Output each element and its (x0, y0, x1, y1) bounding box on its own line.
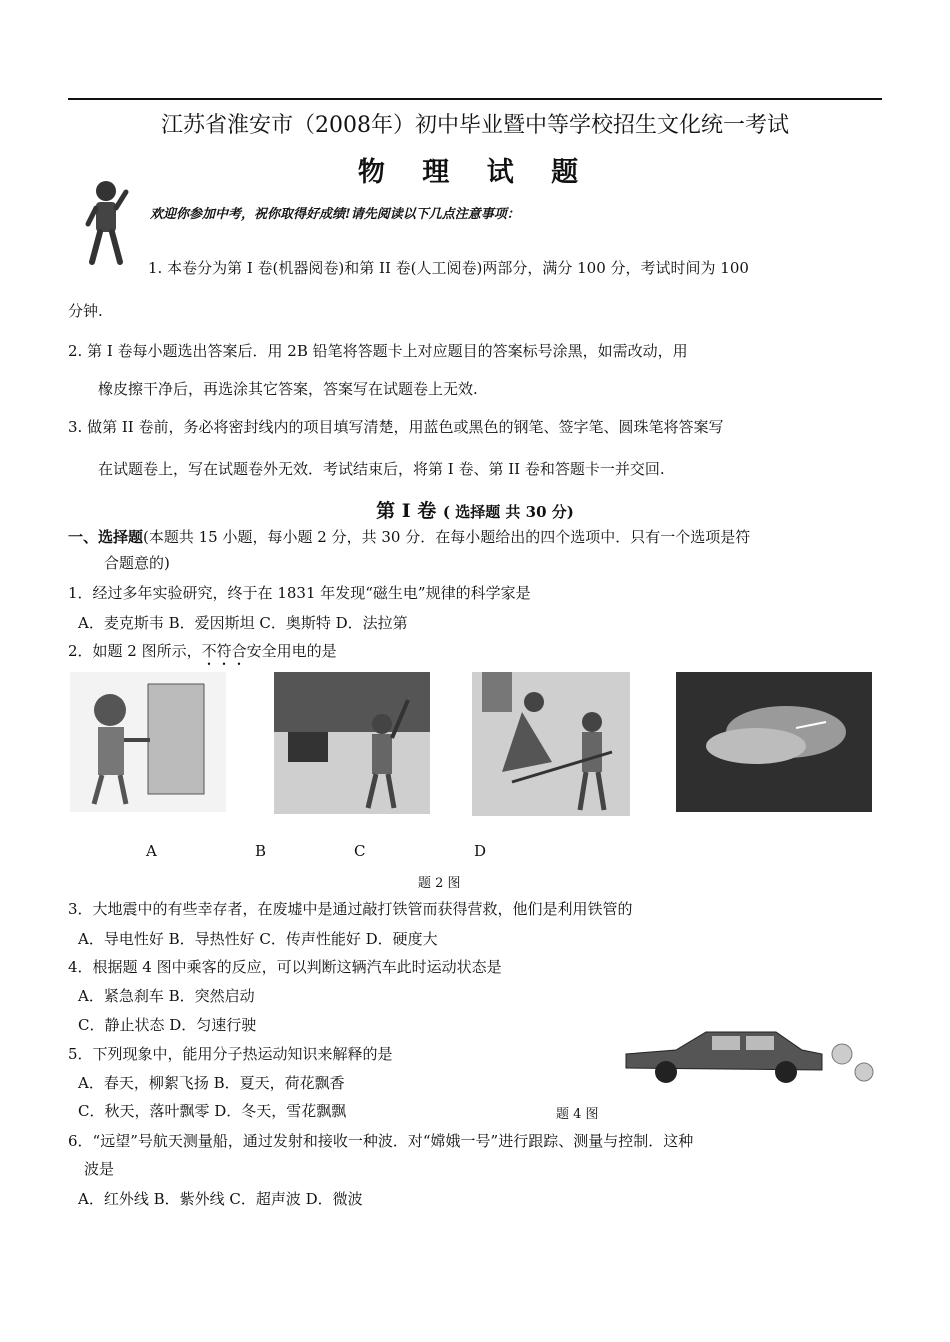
q3-options: A．导电性好 B．导热性好 C．传声性能好 D．硬度大 (78, 930, 438, 948)
welcome-text: 欢迎你参加中考，祝你取得好成绩!请先阅读以下几点注意事项： (150, 207, 520, 222)
note-1-line2: 分钟. (68, 302, 103, 320)
header-rule (68, 98, 882, 100)
q5-options-1: A．春天，柳絮飞扬 B．夏天，荷花飘香 (78, 1074, 345, 1092)
q4-stem: 4．根据题 4 图中乘客的反应，可以判断这辆汽车此时运动状态是 (68, 958, 502, 976)
q4-options-2: C．静止状态 D．匀速行驶 (78, 1016, 257, 1034)
q2-label-c: C (354, 842, 366, 860)
q4-car-picture (616, 1026, 886, 1088)
q4-options-1: A．紧急刹车 B．突然启动 (78, 987, 255, 1005)
q2-stem-post: 安全用电的是 (246, 642, 337, 660)
q1-stem: 1．经过多年实验研究，终于在 1831 年发现“磁生电”规律的科学家是 (68, 584, 531, 602)
q2-label-d: D (474, 842, 487, 860)
note-1-line1: 1. 本卷分为第 I 卷(机器阅卷)和第 II 卷(人工阅卷)两部分，满分 100 分，考试时间为 100 (148, 259, 749, 277)
q2-label-a: A (146, 842, 157, 860)
q2-stem-pre: 2．如题 2 图所示， (68, 642, 202, 660)
note-3-line2: 在试题卷上，写在试题卷外无效．考试结束后，将第 I 卷、第 II 卷和答题卡一并交回. (98, 460, 665, 478)
q1-options: A．麦克斯韦 B．爱因斯坦 C．奥斯特 D．法拉第 (78, 614, 408, 632)
note-3-line1: 3. 做第 II 卷前，务必将密封线内的项目填写清楚，用蓝色或黑色的钢笔、签字笔、圆珠笔将答案写 (68, 418, 724, 436)
note-2-line2: 橡皮擦干净后，再选涂其它答案，答案写在试题卷上无效. (98, 380, 478, 398)
q2-stem (68, 640, 337, 669)
q5-stem: 5．下列现象中，能用分子热运动知识来解释的是 (68, 1045, 393, 1063)
section-heading (0, 496, 950, 523)
part1-header (68, 526, 750, 547)
q6-options: A．红外线 B．紫外线 C．超声波 D．微波 (78, 1190, 363, 1208)
q5-options-2: C．秋天，落叶飘零 D．冬天，雪花飘飘 (78, 1102, 347, 1120)
exam-title: 江苏省淮安市（2008年）初中毕业暨中等学校招生文化统一考试 (161, 113, 789, 138)
section-subtitle: ( 选择题 共 30 分) (442, 503, 574, 521)
q2-picture-c (472, 672, 630, 816)
section-title: 第 I 卷 (376, 500, 437, 522)
q2-stem-emphasis: 不符合 (201, 642, 247, 660)
q6-stem-cont: 波是 (84, 1160, 115, 1178)
part1-desc-cont: 合题意的) (104, 554, 170, 572)
subject-title: 物 理 试 题 (357, 157, 593, 188)
mascot-illustration (84, 178, 130, 268)
q2-picture-d (676, 672, 872, 812)
q6-stem: 6．“远望”号航天测量船，通过发射和接收一种波．对“嫦娥一号”进行跟踪、测量与控制．这种 (68, 1132, 694, 1150)
q2-picture-a (70, 672, 226, 812)
q2-picture-b (274, 672, 430, 814)
note-2-line1: 2. 第 I 卷每小题选出答案后．用 2B 铅笔将答题卡上对应题目的答案标号涂黑，如需改动，用 (68, 342, 688, 360)
q2-caption: 题 2 图 (418, 876, 461, 891)
part1-label: 一、选择题 (68, 528, 144, 546)
q2-label-b: B (255, 842, 267, 860)
q3-stem: 3．大地震中的有些幸存者，在废墟中是通过敲打铁管而获得营救，他们是利用铁管的 (68, 900, 633, 918)
part1-desc: (本题共 15 小题，每小题 2 分，共 30 分．在每小题给出的四个选项中．只有一个选项是符 (143, 528, 751, 546)
q4-caption: 题 4 图 (556, 1107, 599, 1122)
